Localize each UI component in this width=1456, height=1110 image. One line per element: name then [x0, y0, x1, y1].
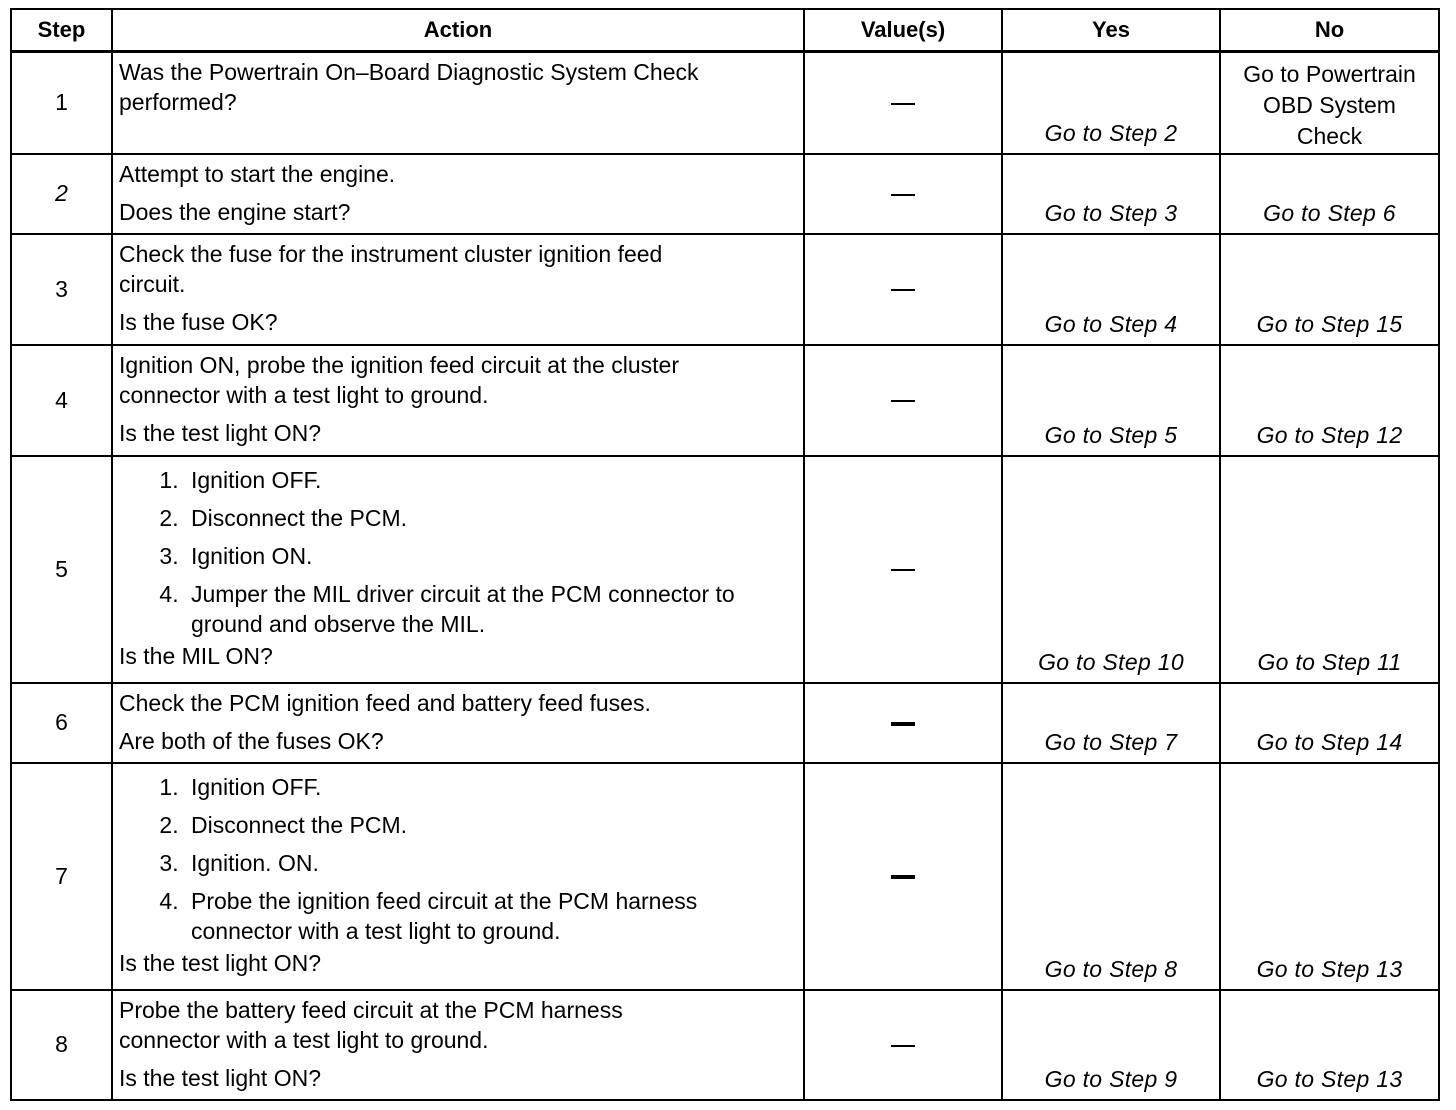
yes-cell	[1002, 154, 1220, 234]
value-cell	[804, 683, 1002, 763]
no-goto: Go to Step 13	[1256, 1065, 1403, 1092]
action-text: Was the Powertrain On–Board Diagnostic System Check	[119, 59, 699, 85]
action-question: Is the test light ON?	[119, 419, 321, 446]
no-goto: Go to Step 15	[1256, 310, 1403, 337]
header-yes: Yes	[1002, 9, 1220, 52]
step-number: 7	[11, 763, 112, 990]
table-row	[11, 154, 1439, 234]
list-item: 3. Ignition ON.	[185, 541, 797, 571]
action-cell	[112, 763, 804, 990]
step-number: 5	[11, 456, 112, 683]
action-text: circuit.	[119, 270, 186, 297]
yes-goto: Go to Step 10	[1038, 648, 1184, 675]
yes-cell	[1002, 234, 1220, 345]
action-question: Is the fuse OK?	[119, 308, 278, 335]
action-text: Check the fuse for the instrument cluster ignition feed	[119, 240, 663, 267]
value-dash	[891, 289, 915, 291]
action-text: performed?	[119, 89, 237, 115]
yes-goto: Go to Step 5	[1044, 421, 1178, 448]
value-dash	[891, 103, 915, 105]
yes-goto: Go to Step 3	[1044, 199, 1178, 226]
no-line: Go to Powertrain	[1243, 61, 1416, 87]
no-goto: Go to Step 6	[1263, 199, 1396, 226]
no-cell	[1220, 683, 1439, 763]
action-cell	[112, 683, 804, 763]
step-number: 4	[11, 345, 112, 456]
yes-cell	[1002, 345, 1220, 456]
action-text: Ignition ON, probe the ignition feed circuit at the cluster	[119, 351, 679, 378]
action-question: Is the test light ON?	[119, 1064, 321, 1091]
action-text: connector with a test light to ground.	[119, 1026, 489, 1053]
value-cell	[804, 345, 1002, 456]
action-steps-list	[119, 465, 797, 639]
yes-cell	[1002, 52, 1220, 154]
no-cell	[1220, 456, 1439, 683]
action-cell	[112, 234, 804, 345]
list-item: 1. Ignition OFF.	[185, 772, 797, 802]
yes-cell	[1002, 456, 1220, 683]
action-cell	[112, 345, 804, 456]
no-line: Check	[1296, 123, 1363, 149]
value-cell	[804, 763, 1002, 990]
action-question: Is the test light ON?	[119, 949, 321, 976]
value-cell	[804, 154, 1002, 234]
value-dash	[891, 400, 915, 402]
action-text: connector with a test light to ground.	[119, 381, 489, 408]
action-text: Probe the battery feed circuit at the PCM harness	[119, 996, 623, 1023]
no-cell	[1220, 345, 1439, 456]
action-question: Does the engine start?	[119, 198, 351, 225]
no-cell	[1220, 52, 1439, 154]
list-item: 1. Ignition OFF.	[185, 465, 797, 495]
value-cell	[804, 234, 1002, 345]
value-dash	[891, 569, 915, 571]
list-item: 3. Ignition. ON.	[185, 848, 797, 878]
list-item: 4. Probe the ignition feed circuit at the PCM harness connector with a test light to ground.	[185, 886, 797, 946]
no-cell	[1220, 763, 1439, 990]
table-row	[11, 683, 1439, 763]
yes-goto: Go to Step 4	[1044, 310, 1178, 337]
no-goto: Go to Step 13	[1256, 955, 1403, 982]
header-row	[11, 9, 1439, 52]
no-cell	[1220, 234, 1439, 345]
yes-cell	[1002, 763, 1220, 990]
header-action: Action	[112, 9, 804, 52]
value-dash	[891, 194, 915, 196]
header-no: No	[1220, 9, 1439, 52]
action-cell	[112, 52, 804, 154]
step-number: 2	[11, 154, 112, 234]
yes-cell	[1002, 990, 1220, 1100]
diagnostic-page	[10, 8, 1438, 1101]
table-row	[11, 345, 1439, 456]
yes-goto: Go to Step 7	[1044, 728, 1178, 755]
table-row	[11, 52, 1439, 154]
action-steps-list	[119, 772, 797, 946]
step-number: 6	[11, 683, 112, 763]
yes-cell	[1002, 683, 1220, 763]
no-goto	[1221, 59, 1438, 152]
value-cell	[804, 990, 1002, 1100]
action-cell	[112, 154, 804, 234]
value-dash	[891, 722, 915, 726]
diagnostic-table	[10, 8, 1440, 1101]
no-goto: Go to Step 12	[1256, 421, 1403, 448]
no-goto: Go to Step 14	[1256, 728, 1403, 755]
yes-goto: Go to Step 8	[1044, 955, 1178, 982]
yes-goto: Go to Step 9	[1044, 1065, 1178, 1092]
action-text: Check the PCM ignition feed and battery feed fuses.	[119, 689, 651, 716]
value-dash	[891, 875, 915, 879]
no-line: OBD System	[1263, 92, 1396, 118]
value-cell	[804, 456, 1002, 683]
no-cell	[1220, 154, 1439, 234]
no-goto: Go to Step 11	[1257, 648, 1402, 675]
step-number: 3	[11, 234, 112, 345]
no-cell	[1220, 990, 1439, 1100]
action-question: Are both of the fuses OK?	[119, 727, 384, 754]
step-number: 1	[11, 52, 112, 154]
yes-goto: Go to Step 2	[1044, 119, 1178, 146]
action-cell	[112, 456, 804, 683]
list-item: 4. Jumper the MIL driver circuit at the PCM connector to ground and observe the MIL.	[185, 579, 797, 639]
table-row	[11, 456, 1439, 683]
table-row	[11, 990, 1439, 1100]
table-row	[11, 234, 1439, 345]
action-question: Is the MIL ON?	[119, 642, 273, 669]
value-dash	[891, 1045, 915, 1047]
action-text: Attempt to start the engine.	[119, 160, 396, 187]
list-item: 2. Disconnect the PCM.	[185, 503, 797, 533]
action-cell	[112, 990, 804, 1100]
step-number: 8	[11, 990, 112, 1100]
header-values: Value(s)	[804, 9, 1002, 52]
list-item: 2. Disconnect the PCM.	[185, 810, 797, 840]
table-row	[11, 763, 1439, 990]
value-cell	[804, 52, 1002, 154]
header-step: Step	[11, 9, 112, 52]
